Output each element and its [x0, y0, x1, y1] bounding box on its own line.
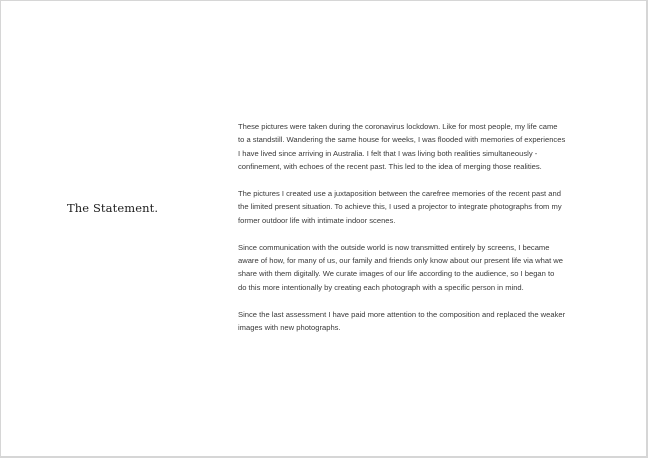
text-line: to a standstill. Wandering the same house for weeks, I was flooded with memories of experiences: [238, 135, 566, 145]
paragraph-1: [238, 120, 598, 174]
text-line: the limited present situation. To achieve this, I used a projector to integrate photographs from my: [238, 202, 562, 212]
text-line: aware of how, for many of us, our family and friends only know about our present life via what we: [238, 256, 564, 266]
text-line: Since the last assessment I have paid more attention to the composition and replaced the weaker: [238, 309, 566, 319]
text-line: These pictures were taken during the coronavirus lockdown. Like for most people, my life came: [238, 122, 558, 131]
paragraph-2: [238, 187, 598, 227]
paragraph-3: [238, 241, 598, 295]
text-line: former outdoor life with intimate indoor scenes.: [238, 215, 396, 225]
paragraph-4: [238, 308, 598, 335]
statement-heading: The Statement.: [67, 201, 159, 215]
text-line: confinement, with echoes of the recent past. This led to the idea of merging those realities.: [238, 162, 542, 172]
text-line: The pictures I created use a juxtaposition between the carefree memories of the recent past and: [238, 189, 561, 199]
text-line: do this more intentionally by creating each photograph with a specific person in mind.: [238, 282, 524, 292]
text-line: Since communication with the outside world is now transmitted entirely by screens, I became: [238, 242, 550, 252]
statement-body: [238, 120, 598, 348]
text-line: images with new photographs.: [238, 323, 341, 333]
text-line: share with them digitally. We curate images of our life according to the audience, so I began to: [238, 269, 555, 279]
text-line: I have lived since arriving in Australia. I felt that I was living both realities simultaneously -: [238, 148, 538, 158]
